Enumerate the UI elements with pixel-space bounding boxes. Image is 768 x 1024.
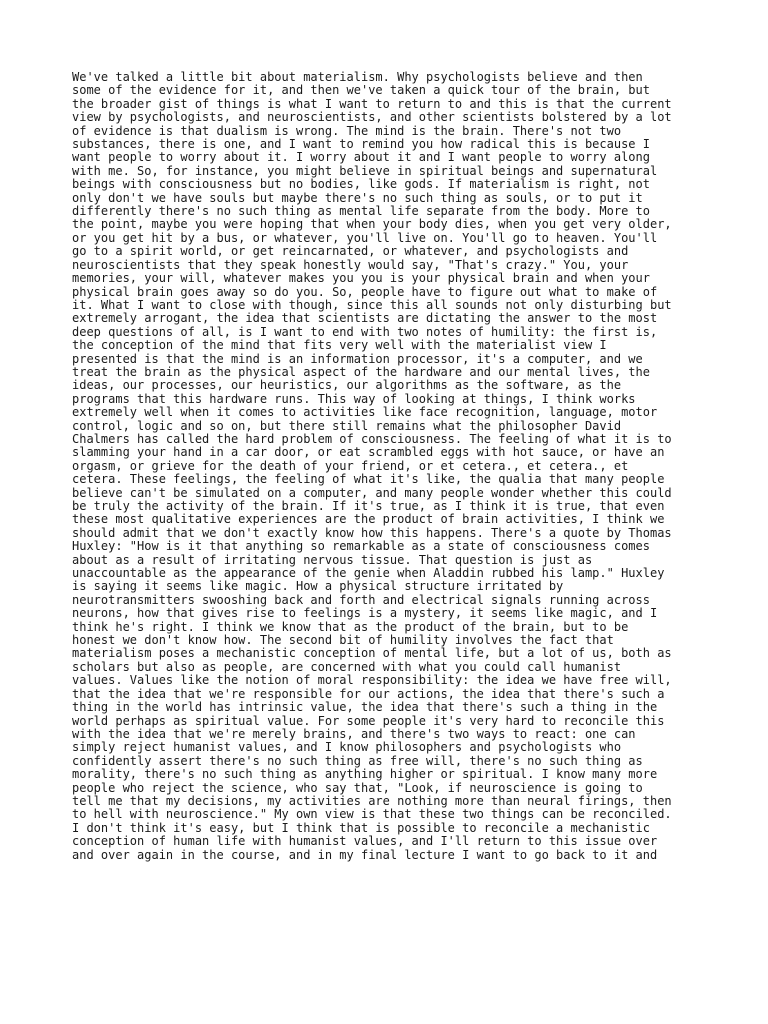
- text-line: the conception of the mind that fits very well with the materialist view I: [72, 338, 607, 353]
- text-line: presented is that the mind is an information processor, it's a computer, and we: [72, 351, 643, 366]
- text-line: only don't we have souls but maybe there's no such thing as souls, or to put it: [72, 190, 643, 205]
- text-line: orgasm, or grieve for the death of your friend, or et cetera., et cetera., et: [72, 458, 629, 473]
- text-line: neurons, how that gives rise to feelings is a mystery, it seems like magic, and I: [72, 606, 658, 621]
- text-line: with me. So, for instance, you might believe in spiritual beings and supernatural: [72, 163, 658, 178]
- text-line: deep questions of all, is I want to end with two notes of humility: the first is,: [72, 324, 658, 339]
- text-line: control, logic and so on, but there still remains what the philosopher David: [72, 418, 622, 433]
- text-line: view by psychologists, and neuroscientists, and other scientists bolstered by a lot: [72, 110, 672, 125]
- text-line: and over again in the course, and in my final lecture I want to go back to it and: [72, 847, 658, 862]
- text-line: want people to worry about it. I worry about it and I want people to worry along: [72, 150, 650, 165]
- text-line: the broader gist of things is what I want to return to and this is that the current: [72, 96, 672, 111]
- text-line: I don't think it's easy, but I think that is possible to reconcile a mechanistic: [72, 820, 650, 835]
- text-line: people who reject the science, who say that, "Look, if neuroscience is going to: [72, 780, 643, 795]
- text-line: Chalmers has called the hard problem of consciousness. The feeling of what it is to: [72, 431, 672, 446]
- text-line: Huxley: "How is it that anything so remarkable as a state of consciousness comes: [72, 539, 650, 554]
- text-line: cetera. These feelings, the feeling of what it's like, the qualia that many people: [72, 472, 665, 487]
- text-line: scholars but also as people, are concerned with what you could call humanist: [72, 659, 622, 674]
- text-line: conception of human life with humanist values, and I'll return to this issue over: [72, 834, 658, 849]
- text-line: some of the evidence for it, and then we've taken a quick tour of the brain, but: [72, 83, 650, 98]
- text-line: materialism poses a mechanistic conception of mental life, but a lot of us, both as: [72, 646, 672, 661]
- text-line: the point, maybe you were hoping that when your body dies, when you get very older,: [72, 217, 672, 232]
- text-line: tell me that my decisions, my activities are nothing more than neural firings, then: [72, 793, 672, 808]
- text-line: extremely well when it comes to activities like face recognition, language, motor: [72, 405, 658, 420]
- text-line: morality, there's no such thing as anything higher or spiritual. I know many more: [72, 767, 658, 782]
- text-line: programs that this hardware runs. This way of looking at things, I think works: [72, 391, 636, 406]
- text-line: of evidence is that dualism is wrong. The mind is the brain. There's not two: [72, 123, 622, 138]
- text-line: honest we don't know how. The second bit of humility involves the fact that: [72, 633, 614, 648]
- text-line: We've talked a little bit about materialism. Why psychologists believe and then: [72, 70, 643, 84]
- text-line: it. What I want to close with though, since this all sounds not only disturbing but: [72, 297, 672, 312]
- text-line: substances, there is one, and I want to remind you how radical this is because I: [72, 137, 650, 152]
- text-line: neurotransmitters swooshing back and forth and electrical signals running across: [72, 592, 650, 607]
- text-line: these most qualitative experiences are the product of brain activities, I think we: [72, 512, 665, 527]
- text-line: thing in the world has intrinsic value, the idea that there's such a thing in the: [72, 700, 658, 715]
- text-line: should admit that we don't exactly know how this happens. There's a quote by Thomas: [72, 525, 672, 540]
- text-line: believe can't be simulated on a computer, and many people wonder whether this could: [72, 485, 672, 500]
- text-line: treat the brain as the physical aspect of the hardware and our mental lives, the: [72, 364, 650, 379]
- text-line: unaccountable as the appearance of the genie when Aladdin rubbed his lamp." Huxley: [72, 566, 665, 581]
- text-line: neuroscientists that they speak honestly would say, "That's crazy." You, your: [72, 257, 629, 272]
- text-line: world perhaps as spiritual value. For some people it's very hard to reconcile this: [72, 713, 665, 728]
- lecture-transcript-text: [72, 71, 712, 862]
- text-line: memories, your will, whatever makes you you is your physical brain and when your: [72, 271, 650, 286]
- text-line: is saying it seems like magic. How a physical structure irritated by: [72, 579, 564, 594]
- text-line: to hell with neuroscience." My own view is that these two things can be reconciled.: [72, 807, 672, 822]
- text-line: physical brain goes away so do you. So, people have to figure out what to make of: [72, 284, 658, 299]
- text-line: about as a result of irritating nervous tissue. That question is just as: [72, 552, 593, 567]
- text-line: simply reject humanist values, and I know philosophers and psychologists who: [72, 740, 622, 755]
- text-line: beings with consciousness but no bodies, like gods. If materialism is right, not: [72, 177, 650, 192]
- text-line: with the idea that we're merely brains, and there's two ways to react: one can: [72, 726, 636, 741]
- text-line: that the idea that we're responsible for our actions, the idea that there's such a: [72, 686, 665, 701]
- text-line: values. Values like the notion of moral responsibility: the idea we have free will,: [72, 673, 672, 688]
- text-line: ideas, our processes, our heuristics, our algorithms as the software, as the: [72, 378, 622, 393]
- text-line: extremely arrogant, the idea that scientists are dictating the answer to the most: [72, 311, 658, 326]
- text-line: go to a spirit world, or get reincarnated, or whatever, and psychologists and: [72, 244, 629, 259]
- text-line: confidently assert there's no such thing as free will, there's no such thing as: [72, 753, 643, 768]
- text-line: differently there's no such thing as mental life separate from the body. More to: [72, 204, 650, 219]
- text-line: slamming your hand in a car door, or eat scrambled eggs with hot sauce, or have an: [72, 445, 665, 460]
- text-line: or you get hit by a bus, or whatever, you'll live on. You'll go to heaven. You'll: [72, 230, 658, 245]
- text-line: think he's right. I think we know that as the product of the brain, but to be: [72, 619, 629, 634]
- text-line: be truly the activity of the brain. If it's true, as I think it is true, that even: [72, 499, 665, 513]
